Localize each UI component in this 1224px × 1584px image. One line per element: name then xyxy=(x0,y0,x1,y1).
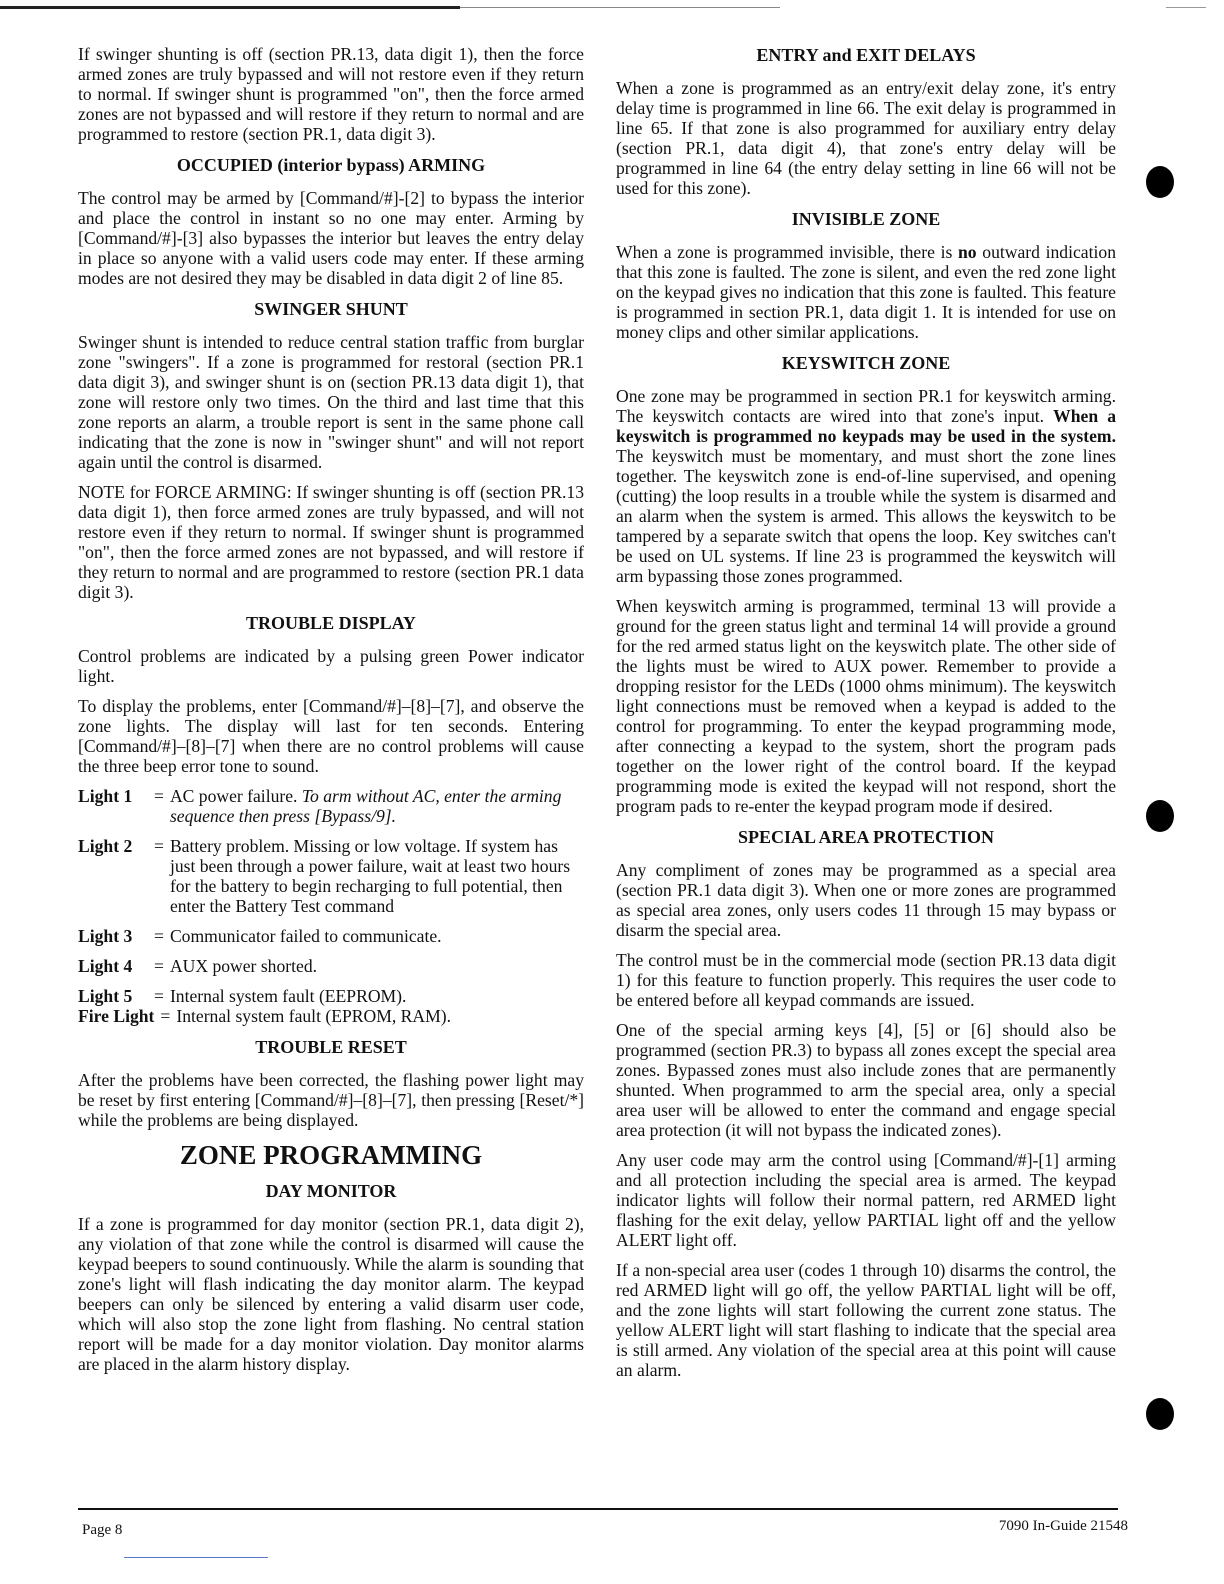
punch-hole-icon xyxy=(1146,800,1174,832)
page-number: Page 8 xyxy=(82,1522,123,1538)
swinger-shunt-heading: SWINGER SHUNT xyxy=(254,299,408,319)
light-description: AC power failure. To arm without AC, enter the arming sequence then press [Bypass/9]. xyxy=(169,786,562,826)
trouble-reset-heading: TROUBLE RESET xyxy=(255,1037,407,1057)
trouble-display-paragraph-2: To display the problems, enter [Command/#]–[8]–[7], and observe the zone lights. The display will last for ten seconds. Entering [Command/#]–[8]–[7] when there are no control problems will cause the three beep error tone to sound. xyxy=(78,696,584,776)
light-item: Light 4 = AUX power shorted. xyxy=(78,956,584,976)
entry-exit-heading: ENTRY and EXIT DELAYS xyxy=(756,45,976,65)
punch-hole-icon xyxy=(1146,166,1174,198)
special-area-paragraph-4: Any user code may arm the control using [Command/#]-[1] arming and all protection including the special area is armed. The keypad indicator lights will follow their normal pattern, red ARMED light flashing for the exit delay, yellow PARTIAL light off and the yellow ALERT light off. xyxy=(616,1150,1116,1250)
bottom-underline xyxy=(124,1557,268,1558)
entry-exit-paragraph: When a zone is programmed as an entry/exit delay zone, it's entry delay time is programmed in line 66. The exit delay is programmed in line 65. If that zone is also programmed for auxiliary entry delay (section PR.1, data digit 4), that zone's entry delay will be programmed in line 64 (the entry delay setting in line 66 will not be used for this zone). xyxy=(616,78,1116,198)
light-item: Light 3 = Communicator failed to communicate. xyxy=(78,926,584,946)
light-label: Light 3 xyxy=(78,926,133,946)
keyswitch-paragraph-2: When keyswitch arming is programmed, terminal 13 will provide a ground for the green status light and terminal 14 will provide a ground for the red armed status light on the keyswitch plate. The other side of the lights must be wired to AUX power. Remember to provide a dropping resistor for the LEDs (1000 ohms minimum). The keyswitch light connections must be removed when a keypad is added to the control for programming. To enter the keypad programming mode, after connecting a keypad to the system, short the program pads together on the lower right of the control board. If the keypad programming mode is exited the keypad will not respond, short the program pads to re-enter the keypad program mode if desired. xyxy=(616,596,1116,816)
top-rule-thin xyxy=(460,7,780,8)
fire-light-description: Internal system fault (EPROM, RAM). xyxy=(176,1006,451,1026)
left-column xyxy=(78,44,584,1384)
light-item: Light 2 = Battery problem. Missing or low voltage. If system has just been through a power failure, wait at least two hours for the battery to begin recharging to full potential, then enter the Battery Test command xyxy=(78,836,584,916)
zone-programming-title: ZONE PROGRAMMING xyxy=(179,1140,483,1170)
fire-light-label: Fire Light xyxy=(78,1006,155,1026)
swinger-intro-paragraph: If swinger shunting is off (section PR.13, data digit 1), then the force armed zones are truly bypassed and will not restore even if they return to normal. If swinger shunt is programmed "on", then the force armed zones are not bypassed and will restore if they return to normal and are programmed to restore (section PR.1, data digit 3). xyxy=(78,44,584,144)
trouble-display-heading: TROUBLE DISPLAY xyxy=(246,613,416,633)
day-monitor-heading: DAY MONITOR xyxy=(265,1181,397,1201)
special-area-paragraph-1: Any compliment of zones may be programmed as a special area (section PR.1 data digit 3). When one or more zones are programmed as special area zones, only users codes 11 through 15 may bypass or disarm the special area. xyxy=(616,860,1116,940)
force-arming-note: NOTE for FORCE ARMING: If swinger shunting is off (section PR.13 data digit 1), then force armed zones are truly bypassed, and will not restore even if they return to normal. If swinger shunt is programmed "on", then the force armed zones are not bypassed, and will restore if they return to normal and are programmed to restore (section PR.1 data digit 3). xyxy=(78,482,584,602)
trouble-display-paragraph-1: Control problems are indicated by a pulsing green Power indicator light. xyxy=(78,646,584,686)
light-label: Light 4 xyxy=(78,956,133,976)
light-item: Light 1 = AC power failure. To arm without AC, enter the arming sequence then press [Bypass/9]. xyxy=(78,786,584,826)
light-label: Light 1 xyxy=(78,786,133,806)
light-description: Internal system fault (EEPROM). xyxy=(169,986,407,1006)
punch-hole-icon xyxy=(1146,1398,1174,1430)
keyswitch-zone-heading: KEYSWITCH ZONE xyxy=(781,353,951,373)
light-label: Light 5 xyxy=(78,986,133,1006)
special-area-paragraph-3: One of the special arming keys [4], [5] or [6] should also be programmed (section PR.3) to bypass all zones except the special area zones. Bypassed zones must also include zones that are permanently shunted. When programmed to arm the special area, only a special area user will be allowed to enter the command and engage special area protection (it will not bypass the indicated zones). xyxy=(616,1020,1116,1140)
invisible-zone-paragraph: When a zone is programmed invisible, there is no outward indication that this zone is faulted. The zone is silent, and even the red zone light on the keypad gives no indication that this zone is faulted. This feature is programmed in section PR.1, data digit 1. It is intended for use on money clips and other similar applications. xyxy=(616,242,1116,342)
light-description: Communicator failed to communicate. xyxy=(169,926,442,946)
trouble-reset-paragraph: After the problems have been corrected, the flashing power light may be reset by first entering [Command/#]–[8]–[7], then pressing [Reset/*] while the problems are being displayed. xyxy=(78,1070,584,1130)
top-rule xyxy=(0,6,460,9)
document-id: 7090 In-Guide 21548 xyxy=(998,1518,1128,1534)
trouble-lights-list xyxy=(78,786,584,1026)
fire-light-item: Fire Light = Internal system fault (EPROM, RAM). xyxy=(78,1006,584,1026)
light-description: Battery problem. Missing or low voltage. If system has just been through a power failure, wait at least two hours for the battery to begin recharging to full potential, then enter the Battery Test command xyxy=(169,836,571,916)
light-description: AUX power shorted. xyxy=(169,956,318,976)
special-area-paragraph-2: The control must be in the commercial mode (section PR.13 data digit 1) for this feature to function properly. This requires the user code to be entered before all keypad commands are issued. xyxy=(616,950,1116,1010)
keyswitch-paragraph-1: One zone may be programmed in section PR.1 for keyswitch arming. The keyswitch contacts are wired into that zone's input. When a keyswitch is programmed no keypads may be used in the system. The keyswitch must be momentary, and must short the zone lines together. The keyswitch zone is end-of-line supervised, and opening (cutting) the loop results in a trouble while the system is disarmed and an alarm when the system is armed. This allows the keyswitch to be tampered by a separate switch that opens the loop. Key switches can't be used on UL systems. If line 23 is programmed the keyswitch will arm bypassing those zones programmed. xyxy=(616,386,1116,586)
swinger-shunt-paragraph: Swinger shunt is intended to reduce central station traffic from burglar zone "swingers". If a zone is programmed for restoral (section PR.1 data digit 3), and swinger shunt is on (section PR.13 data digit 1), that zone will restore only two times. On the third and last time that this zone reports an alarm, a trouble report is sent in the same phone call indicating that the zone is now in "swinger shunt" and will not report again until the control is disarmed. xyxy=(78,332,584,472)
light-item: Light 5 = Internal system fault (EEPROM). xyxy=(78,986,584,1006)
right-column xyxy=(616,44,1116,1390)
special-area-heading: SPECIAL AREA PROTECTION xyxy=(737,827,995,847)
footer-rule xyxy=(78,1508,1118,1510)
top-rule-right xyxy=(1166,7,1206,8)
day-monitor-paragraph: If a zone is programmed for day monitor (section PR.1, data digit 2), any violation of that zone while the control is disarmed will cause the keypad beepers to sound continuously. While the alarm is sounding that zone's light will flash indicating the day monitor alarm. The keypad beepers can only be silenced by entering a valid disarm user code, which will also stop the zone light from flashing. No central station report will be made for a day monitor violation. Day monitor alarms are placed in the alarm history display. xyxy=(78,1214,584,1374)
special-area-paragraph-5: If a non-special area user (codes 1 through 10) disarms the control, the red ARMED light will go off, the yellow PARTIAL light will be off, and the zone lights will start following the current zone status. The yellow ALERT light will start flashing to indicate that the special area is still armed. Any violation of the special area at this point will cause an alarm. xyxy=(616,1260,1116,1380)
light-label: Light 2 xyxy=(78,836,133,856)
invisible-zone-heading: INVISIBLE ZONE xyxy=(791,209,941,229)
occupied-arming-paragraph: The control may be armed by [Command/#]-[2] to bypass the interior and place the control in instant so no one may enter. Arming by [Command/#]-[3] also bypasses the interior but leaves the entry delay in place so anyone with a valid users code may enter. If these arming modes are not desired they may be disabled in data digit 2 of line 85. xyxy=(78,188,584,288)
occupied-arming-heading: OCCUPIED (interior bypass) ARMING xyxy=(176,155,486,175)
